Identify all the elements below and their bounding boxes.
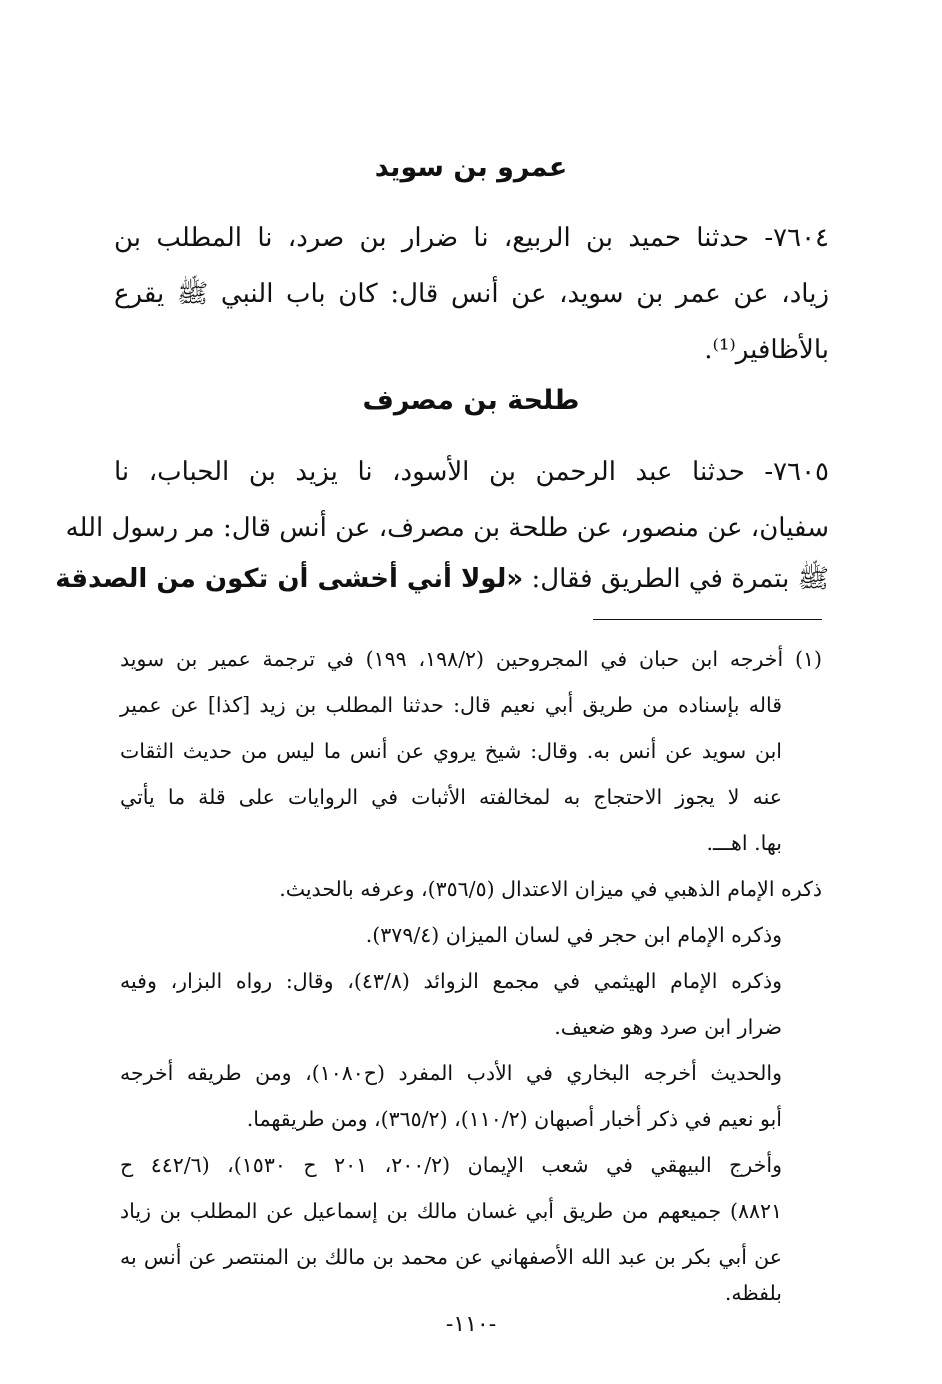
footnote-line: قاله بإسناده من طريق أبي نعيم قال: حدثنا المطلب بن زيد [كذا] عن عمير xyxy=(120,693,782,717)
footnote-line: والحديث أخرجه البخاري في الأدب المفرد (ح١٠٨٠)، ومن طريقه أخرجه xyxy=(120,1061,783,1085)
footnote-line: (١) أخرجه ابن حبان في المجروحين (١٩٨/٢، ١٩٩) في ترجمة عمير بن سويد xyxy=(120,647,822,671)
section-heading: طلحة بن مصرف xyxy=(362,385,580,416)
page-number: -١١٠- xyxy=(445,1312,497,1337)
footnote-line: ذكره الإمام الذهبي في ميزان الاعتدال (٣٥٦/٥)، وعرفه بالحديث. xyxy=(279,877,822,901)
footnote-line: ٨٨٢١) جميعهم من طريق أبي غسان مالك بن إسماعيل عن المطلب بن زياد xyxy=(120,1199,782,1223)
hadith-7605-line-2: سفيان، عن منصور، عن طلحة بن مصرف، عن أنس قال: مر رسول الله xyxy=(65,513,829,543)
footnote-line: عنه لا يجوز الاحتجاج به لمخالفته الأثبات في الروايات على قلة ما يأتي xyxy=(120,785,782,809)
footnote-line: وذكره الإمام ابن حجر في لسان الميزان (٣٧٩/٤). xyxy=(365,923,782,947)
footnote-line: ابن سويد عن أنس به. وقال: شيخ يروي عن أنس ما ليس من حديث الثقات xyxy=(120,739,782,763)
hadith-7604-line-2: زياد، عن عمر بن سويد، عن أنس قال: كان باب النبي ﷺ يقرع xyxy=(114,279,829,309)
hadith-7605-line-3-text: ﷺ بتمرة في الطريق فقال: xyxy=(523,564,829,594)
hadith-7604-line-1: ٧٦٠٤- حدثنا حميد بن الربيع، نا ضرار بن صرد، نا المطلب بن xyxy=(114,223,829,253)
footnote-line: عن أبي بكر بن عبد الله الأصفهاني عن محمد بن مالك بن المنتصر عن أنس به xyxy=(120,1245,782,1269)
footnote-line: بها. اهـــ. xyxy=(706,831,782,855)
hadith-7604-line-3: بالأظافير⁽¹⁾. xyxy=(704,335,829,365)
hadith-7605-line-1: ٧٦٠٥- حدثنا عبد الرحمن بن الأسود، نا يزيد بن الحباب، نا xyxy=(114,457,829,487)
footnote-separator xyxy=(593,619,822,620)
hadith-7605-line-3 xyxy=(55,551,829,607)
section-heading: عمرو بن سويد xyxy=(374,152,568,183)
footnote-line: وأخرج البيهقي في شعب الإيمان (٢٠٠/٢، ٢٠١ ح ١٥٣٠)، (٤٤٢/٦ ح xyxy=(120,1153,782,1177)
footnote-line: ضرار ابن صرد وهو ضعيف. xyxy=(554,1015,782,1039)
hadith-quote-bold: «لولا أني أخشى أن تكون من الصدقة xyxy=(55,564,524,594)
footnote-line: أبو نعيم في ذكر أخبار أصبهان (١١٠/٢)، (٣٦٥/٢)، ومن طريقهما. xyxy=(246,1107,782,1131)
footnote-line: وذكره الإمام الهيثمي في مجمع الزوائد (٤٣/٨)، وقال: رواه البزار، وفيه xyxy=(120,969,782,993)
footnote-line: بلفظه. xyxy=(724,1281,782,1305)
